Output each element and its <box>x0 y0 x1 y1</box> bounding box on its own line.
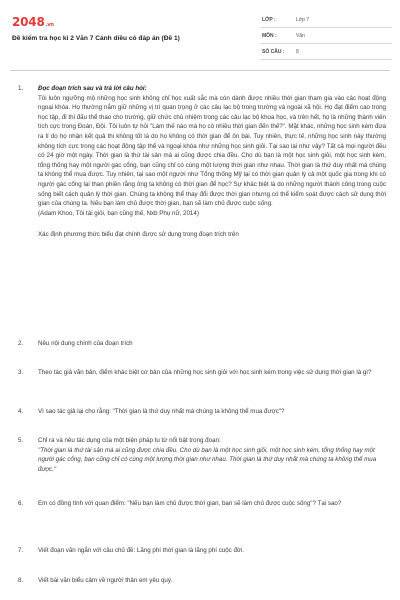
meta-label: SỐ CÂU : <box>262 49 285 55</box>
question-number: 6. <box>18 500 24 507</box>
site-logo[interactable] <box>12 15 54 29</box>
reading-passage: Tôi luôn ngưỡng mộ những học sinh không chỉ học xuất sắc mà còn dành được nhiều thời gian tham gia vào các hoạt động ngoại khóa. Họ thường nắm giữ những vị trí quan trọng ở các câu lạc bộ trong trường và ngoài xã hội. Họ đạt điểm cao trong học tập, đi thi đấu thể thao cho trường, giữ chức chủ nhiệm trong các câu lạc bộ khoa học, và trên hết, họ là những thành viên tích cực trong Đoàn, Đội. Tôi luôn tự hỏi "Làm thế nào mà họ có nhiều thời gian đến thế?". Mặt khác, những học sinh kém đưa ra lí do họ nhận kết quả thi không tốt là do họ không có thời gian để ôn bài. Tuy nhiên, thực tế, những học sinh này thường không tích cực trong các hoạt động tập thể và ngoại khóa như những học sinh giỏi. Tại sao lại như vậy? Tất cả mọi người đều có 24 giờ một ngày. Thời gian là thứ tài sản mà ai cũng được chia đều. Cho dù bạn là một học sinh giỏi, một học sinh kém, tổng thống hay một người gác cổng, bạn cũng chỉ có cùng một lượng thời gian như nhau. Thời gian là thứ duy nhất mà chúng ta không thể mua được. Tuy nhiên, tại sao một người như Tổng thống Mỹ lại có thời gian quản lý cả một quốc gia trong khi có người gác cổng lại than phiền rằng ông ta không có thời gian để học? Sự khác biệt là do những người thành công trong cuộc sống biết cách quản lý thời gian. Chúng ta không thể thay đổi được thời gian nhưng có thể kiểm soát được cách sử dụng thời gian của chúng ta. Nếu bạn làm chủ được thời gian, bạn sẽ làm chủ được cuộc sống. <box>38 94 386 208</box>
meta-label: LỚP : <box>262 17 276 23</box>
question-number: 2. <box>18 340 24 347</box>
question-text: Em có đồng tình với quan điểm: "Nếu bạn làm chủ được thời gian, bạn sẽ làm chủ được cuộc sống"? Tại sao? <box>38 500 342 507</box>
meta-row-class <box>260 12 392 28</box>
header <box>10 10 390 68</box>
question-number: 7. <box>18 547 24 554</box>
meta-label: MÔN : <box>262 33 277 39</box>
document-title: Đề kiểm tra học kì 2 Văn 7 Cánh diều có đáp án (Đề 1) <box>12 35 180 42</box>
question-number: 1. <box>18 85 24 92</box>
question-number: 4. <box>18 408 24 415</box>
meta-row-subject <box>260 28 392 44</box>
meta-value: Văn <box>296 33 305 39</box>
question-body <box>38 84 386 240</box>
meta-table <box>260 12 392 60</box>
question-text: Theo tác giả văn bản, điểm khác biệt cơ bản của những học sinh giỏi với học sinh kém trong việc sử dụng thời gian là gì? <box>38 369 372 376</box>
passage-source: (Adam Khoo, Tôi tài giỏi, bạn cũng thế, Nxb Phụ nữ, 2014) <box>38 209 199 217</box>
question-number: 5. <box>18 437 24 444</box>
question-prompt: Xác định phương thức biểu đạt chính được sử dụng trong đoạn trích trên <box>38 231 239 239</box>
meta-row-count <box>260 44 392 60</box>
meta-value: Lớp 7 <box>296 17 310 23</box>
question-number: 3. <box>18 369 24 376</box>
question-text: Chỉ ra và nêu tác dụng của một biện pháp tu từ nổi bật trong đoạn: <box>38 437 221 444</box>
question-text: Vì sao tác giả lại cho rằng: "Thời gian là thứ duy nhất mà chúng ta không thể mua được"? <box>38 408 285 415</box>
question-text: Nêu nội dung chính của đoạn trích <box>38 340 133 347</box>
meta-value: 8 <box>296 49 299 55</box>
header-divider <box>10 70 390 71</box>
question-text: Viết đoạn văn ngắn với câu chủ đề: Lãng phí thời gian là lãng phí cuộc đời. <box>38 547 245 554</box>
logo-suffix: .vn <box>45 22 54 28</box>
quoted-excerpt: "Thời gian là thứ tài sản mà ai cũng được chia đều. Cho dù bạn là một học sinh giỏi, một học sinh kém, tổng thống hay một người gác cổng, bạn cũng chỉ có cùng một lượng thời gian như nhau. Thời gian là thứ duy nhất mà chúng ta không thể mua được." <box>38 446 377 473</box>
logo-main: 2048 <box>12 15 45 29</box>
question-number: 8. <box>18 577 24 584</box>
question-body <box>38 436 386 474</box>
question-heading: Đọc đoạn trích sau và trả lời câu hỏi: <box>38 85 147 92</box>
question-text: Viết bài văn biểu cảm về người thân em yêu quý. <box>38 577 173 584</box>
